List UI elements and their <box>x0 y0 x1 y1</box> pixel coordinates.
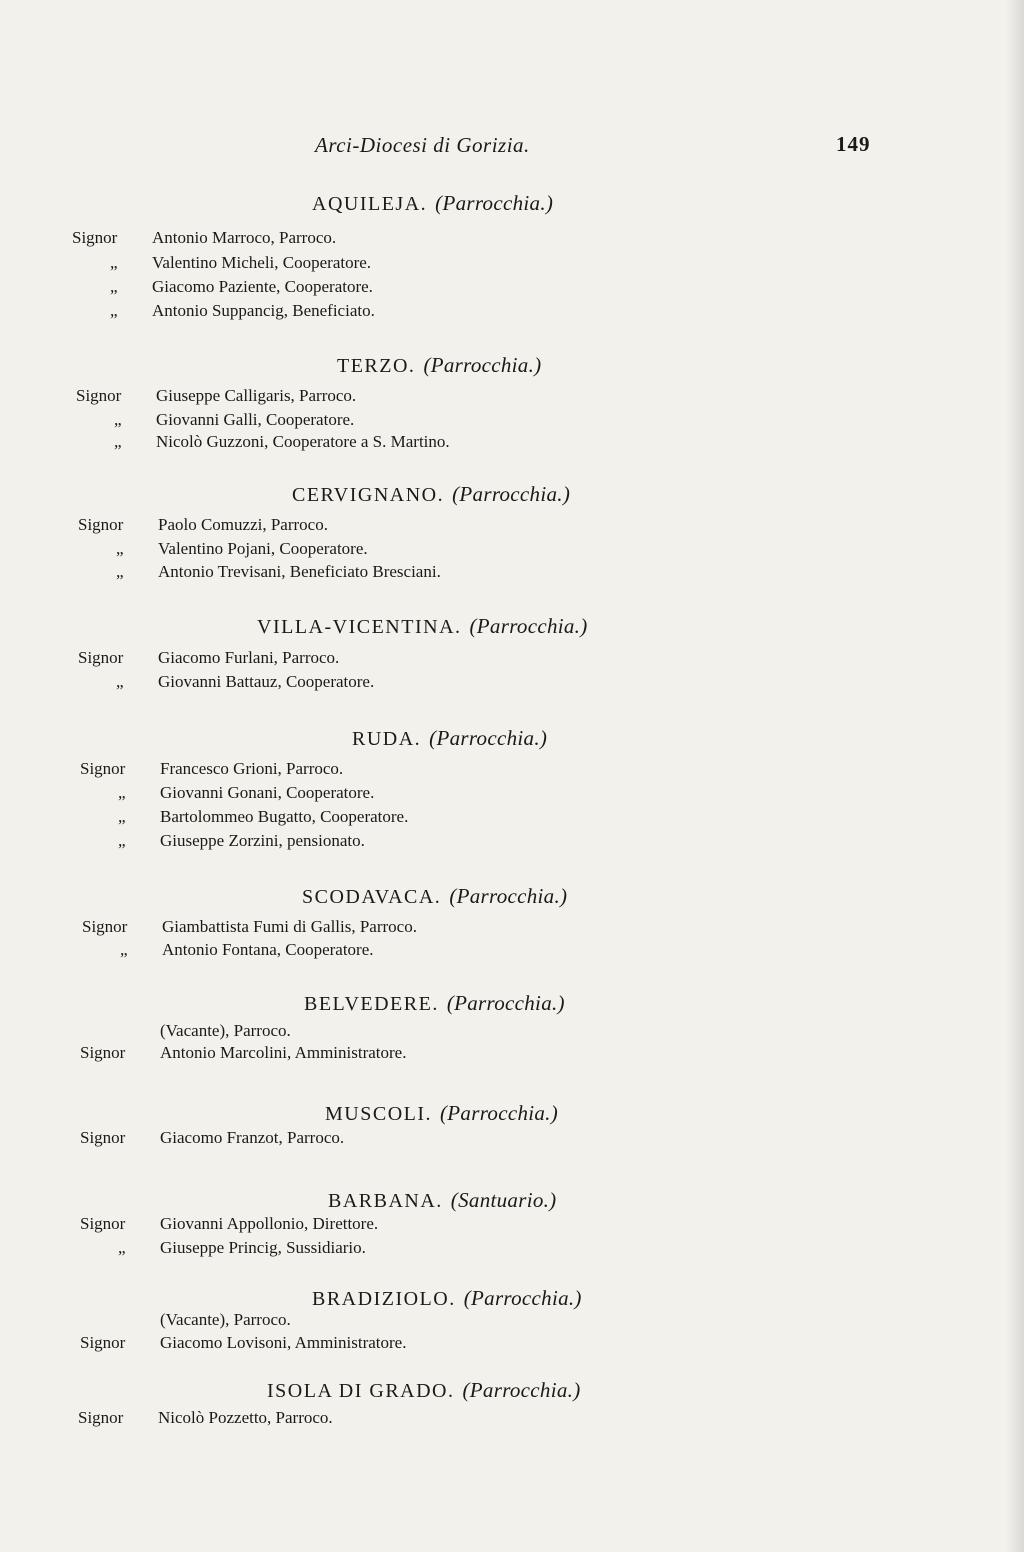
entry-text: Nicolò Pozzetto, Parroco. <box>158 1408 333 1427</box>
page-number: 149 <box>836 132 871 156</box>
entry-title: „ <box>110 301 118 320</box>
entry-title: „ <box>110 253 118 272</box>
running-head: Arci-Diocesi di Gorizia. <box>315 133 530 157</box>
entry-text: Giovanni Battauz, Cooperatore. <box>158 672 375 691</box>
entry-title: Signor <box>80 1333 126 1352</box>
section-heading <box>257 614 588 639</box>
entry-title: „ <box>118 807 126 826</box>
section-heading <box>302 884 567 909</box>
entry-text: Giambattista Fumi di Gallis, Parroco. <box>162 917 417 936</box>
place-name: BELVEDERE. <box>304 993 439 1015</box>
entry-title: „ <box>114 432 122 451</box>
church-type: (Parrocchia.) <box>429 726 548 750</box>
entry-text: Francesco Grioni, Parroco. <box>160 759 344 778</box>
entry-text: Giuseppe Calligaris, Parroco. <box>156 386 357 405</box>
entry-text: Antonio Marcolini, Amministratore. <box>160 1043 407 1062</box>
entry-text: Valentino Pojani, Cooperatore. <box>158 539 368 558</box>
entry-title: Signor <box>78 515 124 534</box>
place-name: SCODAVACA. <box>302 886 442 908</box>
entry-title: Signor <box>80 1128 126 1147</box>
entry-title: „ <box>110 277 118 296</box>
section-heading <box>267 1378 581 1403</box>
church-type: (Parrocchia.) <box>446 991 565 1015</box>
church-type: (Parrocchia.) <box>452 482 571 506</box>
entry-text: Giacomo Franzot, Parroco. <box>160 1128 345 1147</box>
entry-text: Giuseppe Zorzini, pensionato. <box>160 831 365 850</box>
entry-title: „ <box>114 410 122 429</box>
church-type: (Parrocchia.) <box>469 614 588 638</box>
entry-title: „ <box>118 783 126 802</box>
entry-title: Signor <box>72 228 118 247</box>
section-heading <box>312 1286 582 1311</box>
church-type: (Santuario.) <box>450 1188 557 1212</box>
entry-text: Bartolommeo Bugatto, Cooperatore. <box>160 807 409 826</box>
entry-text: Giovanni Galli, Cooperatore. <box>156 410 355 429</box>
place-name: BRADIZIOLO. <box>312 1288 456 1310</box>
place-name: BARBANA. <box>328 1190 443 1212</box>
entry-title: „ <box>118 1238 126 1257</box>
church-type: (Parrocchia.) <box>462 1378 581 1402</box>
entry-text: Giacomo Lovisoni, Amministratore. <box>160 1333 407 1352</box>
entry-text: Paolo Comuzzi, Parroco. <box>158 515 328 534</box>
place-name: CERVIGNANO. <box>292 484 445 506</box>
section-heading <box>325 1101 558 1126</box>
place-name: ISOLA DI GRADO. <box>267 1380 455 1402</box>
entry-text: Antonio Suppancig, Beneficiato. <box>152 301 375 320</box>
entry-title: Signor <box>82 917 128 936</box>
place-name: MUSCOLI. <box>325 1103 433 1125</box>
section-heading <box>304 991 565 1016</box>
entry-text: Giovanni Appollonio, Direttore. <box>160 1214 379 1233</box>
entry-title: „ <box>120 940 128 959</box>
entry-title: Signor <box>80 1043 126 1062</box>
church-type: (Parrocchia.) <box>449 884 568 908</box>
page-spine-shadow <box>1006 0 1024 1552</box>
section-heading <box>352 726 547 751</box>
entry-text: Antonio Trevisani, Beneficiato Bresciani. <box>158 562 441 581</box>
entry-title: „ <box>118 831 126 850</box>
section-heading <box>292 482 570 507</box>
entry-title: Signor <box>78 1408 124 1427</box>
church-type: (Parrocchia.) <box>440 1101 559 1125</box>
entry-text: Giacomo Paziente, Cooperatore. <box>152 277 373 296</box>
entry-text: Antonio Fontana, Cooperatore. <box>162 940 374 959</box>
place-name: AQUILEJA. <box>312 193 428 215</box>
entry-title: „ <box>116 672 124 691</box>
entry-text: Nicolò Guzzoni, Cooperatore a S. Martino. <box>156 432 450 451</box>
entry-text: Valentino Micheli, Cooperatore. <box>152 253 372 272</box>
church-type: (Parrocchia.) <box>435 191 554 215</box>
place-name: VILLA-VICENTINA. <box>257 616 462 638</box>
entry-text: Giuseppe Princig, Sussidiario. <box>160 1238 366 1257</box>
place-name: TERZO. <box>337 355 416 377</box>
church-type: (Parrocchia.) <box>463 1286 582 1310</box>
entry-title: „ <box>116 539 124 558</box>
entry-title: Signor <box>80 759 126 778</box>
entry-text: Antonio Marroco, Parroco. <box>152 228 337 247</box>
entry-title: Signor <box>80 1214 126 1233</box>
section-heading <box>312 191 553 216</box>
section-heading <box>337 353 541 378</box>
entry-title: „ <box>116 562 124 581</box>
entry-text: Giovanni Gonani, Cooperatore. <box>160 783 375 802</box>
entry-title: Signor <box>78 648 124 667</box>
entry-text: (Vacante), Parroco. <box>160 1310 291 1329</box>
church-type: (Parrocchia.) <box>423 353 542 377</box>
place-name: RUDA. <box>352 728 422 750</box>
entry-text: Giacomo Furlani, Parroco. <box>158 648 340 667</box>
entry-text: (Vacante), Parroco. <box>160 1021 291 1040</box>
entry-title: Signor <box>76 386 122 405</box>
section-heading <box>328 1188 556 1213</box>
